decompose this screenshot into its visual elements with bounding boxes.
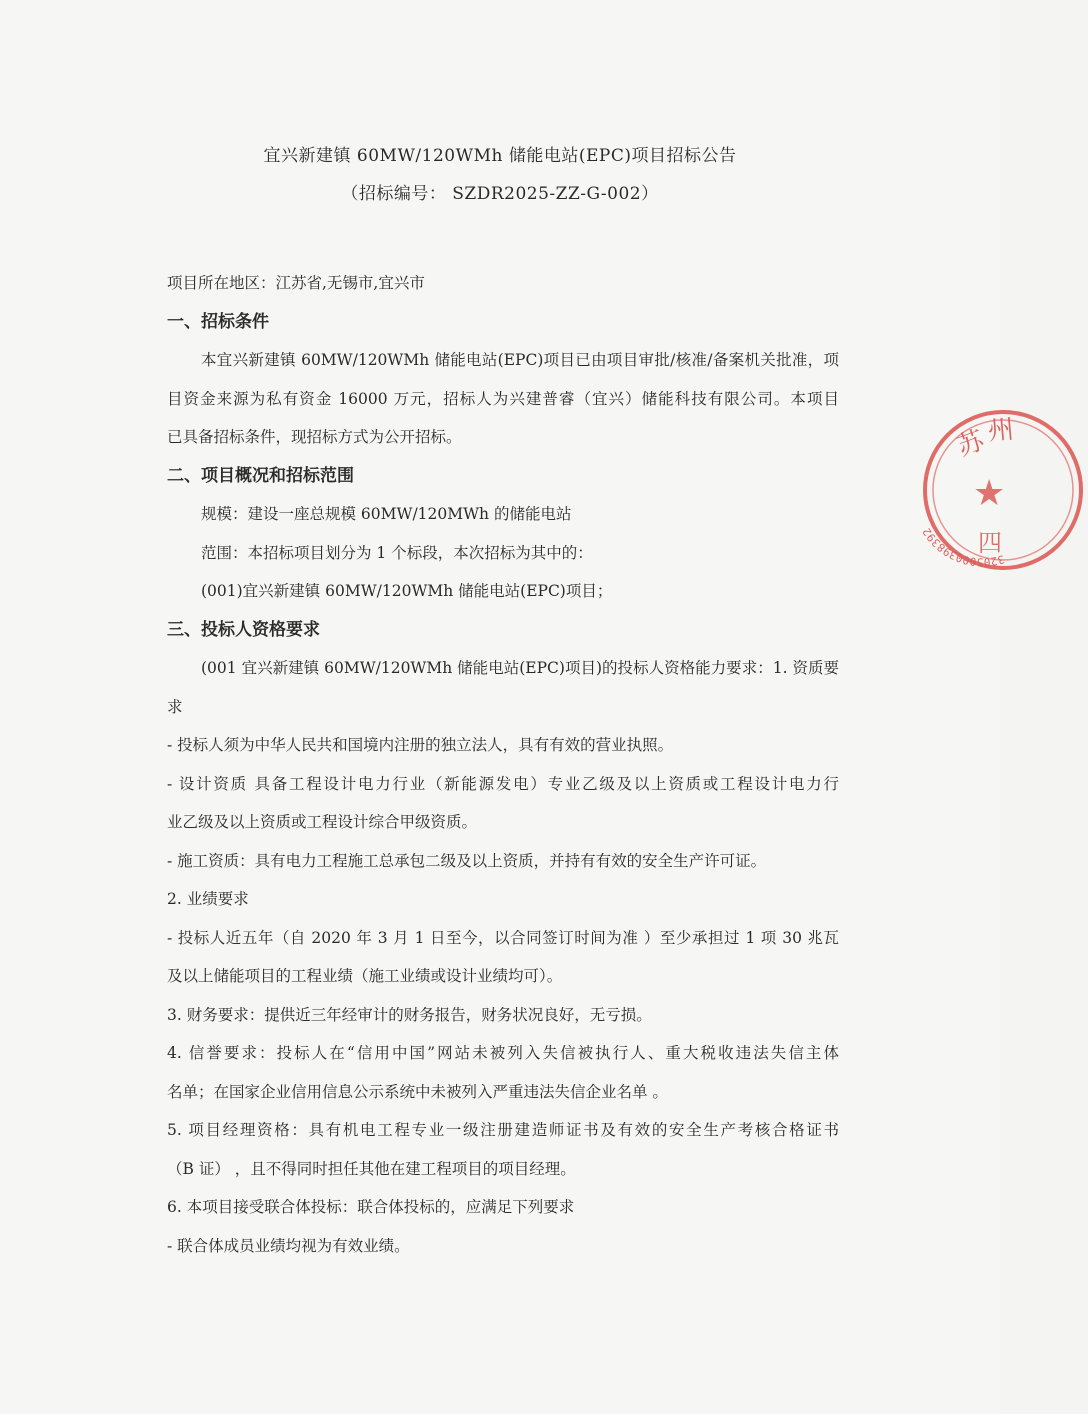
seal-star-icon: ★ (973, 473, 1006, 514)
text-line: 5. 项目经理资格：具有机电工程专业一级注册建造师证书及有效的安全生产考核合格证书 (167, 1121, 839, 1139)
seal-char-bottom: 四 (978, 529, 1002, 557)
section-heading: 一、招标条件 (167, 311, 269, 332)
document-body (167, 270, 839, 1271)
text-line: 范围：本招标项目划分为 1 个标段，本次招标为其中的： (201, 543, 593, 562)
document-title: 宜兴新建镇 60MW/120WMh 储能电站(EPC)项目招标公告 (263, 146, 737, 166)
text-line: (001 宜兴新建镇 60MW/120WMh 储能电站(EPC)项目)的投标人资格能力要求：1. 资质要 (201, 659, 839, 677)
seal-char-2: 州 (986, 414, 1016, 447)
tender-number: （招标编号： SZDR2025-ZZ-G-002） (341, 184, 659, 204)
text-line: - 投标人须为中华人民共和国境内注册的独立法人，具有有效的营业执照。 (167, 736, 674, 754)
official-seal (918, 405, 1088, 575)
text-line: (001)宜兴新建镇 60MW/120WMh 储能电站(EPC)项目； (201, 582, 613, 600)
text-line: 名单；在国家企业信用信息公示系统中未被列入严重违法失信企业名单 。 (167, 1082, 668, 1101)
text-line: 目资金来源为私有资金 16000 万元，招标人为兴建普睿（宜兴）储能科技有限公司。本项目 (167, 389, 839, 408)
section-heading: 二、项目概况和招标范围 (167, 465, 354, 486)
title-block (0, 143, 1000, 207)
text-line: 及以上储能项目的工程业绩（施工业绩或设计业绩均可）。 (167, 967, 563, 985)
text-line: 6. 本项目接受联合体投标：联合体投标的，应满足下列要求 (167, 1198, 575, 1216)
text-line: 项目所在地区：江苏省,无锡市,宜兴市 (167, 274, 425, 292)
text-line: 业乙级及以上资质或工程设计综合甲级资质。 (167, 813, 478, 831)
text-line: - 联合体成员业绩均视为有效业绩。 (167, 1236, 410, 1255)
text-line: 本宜兴新建镇 60MW/120WMh 储能电站(EPC)项目已由项目审批/核准/备案机关批准，项 (201, 351, 839, 369)
text-line: 4. 信誉要求：投标人在“信用中国”网站未被列入失信被执行人、重大税收违法失信主体 (167, 1044, 839, 1062)
text-line: 求 (167, 697, 183, 716)
text-line: 已具备招标条件，现招标方式为公开招标。 (167, 428, 462, 446)
text-line: - 施工资质：具有电力工程施工总承包二级及以上资质，并持有有效的安全生产许可证。 (167, 851, 767, 870)
text-line: - 设计资质 具备工程设计电力行业（新能源发电）专业乙级及以上资质或工程设计电力行 (167, 774, 839, 793)
text-line: - 投标人近五年（自 2020 年 3 月 1 日至今，以合同签订时间为准 ）至少承担过 1 项 30 兆瓦 (167, 928, 839, 947)
text-line: 规模：建设一座总规模 60MW/120MWh 的储能电站 (201, 505, 572, 523)
section-heading: 三、投标人资格要求 (167, 619, 320, 640)
text-line: 2. 业绩要求 (167, 890, 249, 908)
seal-serial: 3205000398392 (920, 525, 1006, 569)
text-line: 3. 财务要求：提供近三年经审计的财务报告，财务状况良好，无亏损。 (167, 1005, 652, 1024)
seal-char-1: 苏 (953, 425, 989, 463)
text-line: （B 证） ，且不得同时担任其他在建工程项目的项目经理。 (167, 1159, 576, 1178)
